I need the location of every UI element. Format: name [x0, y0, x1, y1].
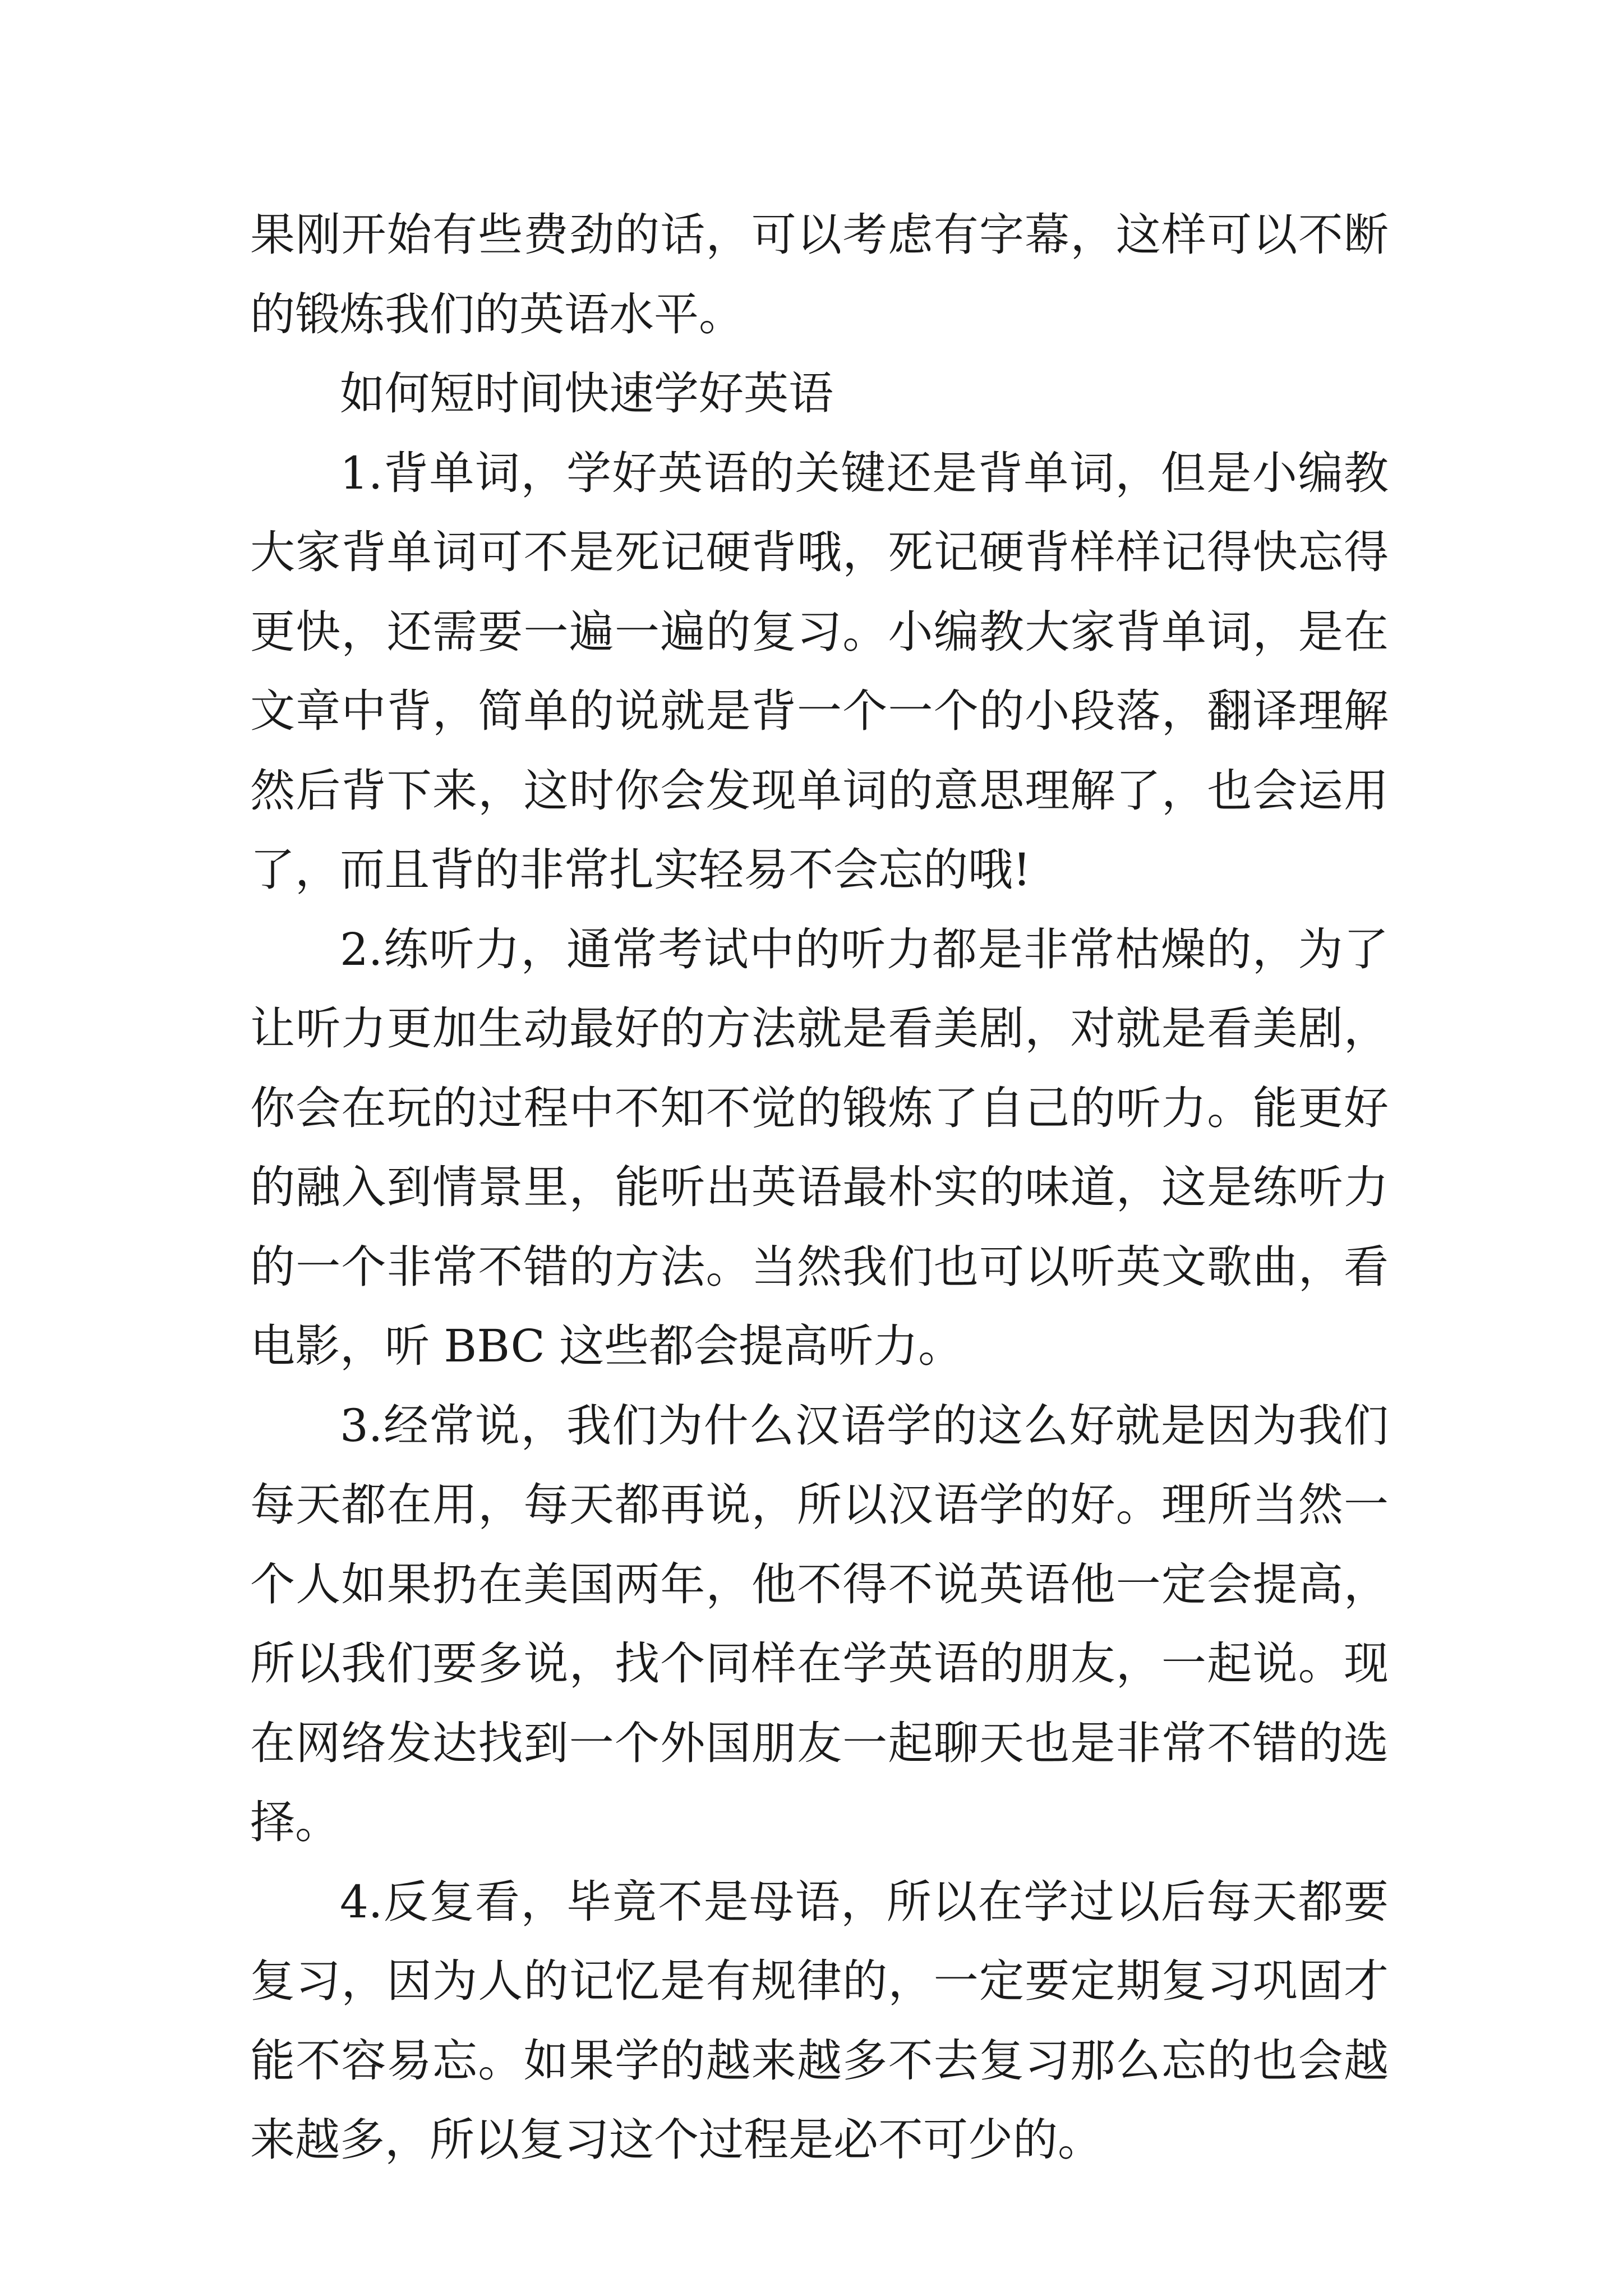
paragraph-review: 4.反复看，毕竟不是母语，所以在学过以后每天都要复习，因为人的记忆是有规律的，一定要定期复习巩固才能不容易忘。如果学的越来越多不去复习那么忘的也会越来越多，所以复习这个过程是必不可少的。 — [250, 1875, 1389, 2166]
paragraph-continuation: 果刚开始有些费劲的话，可以考虑有字幕，这样可以不断的锻炼我们的英语水平。 — [250, 209, 1389, 341]
document-body — [250, 195, 1389, 2180]
paragraph-vocabulary: 1.背单词，学好英语的关键还是背单词，但是小编教大家背单词可不是死记硬背哦，死记硬背样样记得快忘得更快，还需要一遍一遍的复习。小编教大家背单词，是在文章中背，简单的说就是背一个一个的小段落，翻译理解然后背下来，这时你会发现单词的意思理解了，也会运用了，而且背的非常扎实轻易不会忘的哦! — [250, 447, 1389, 896]
paragraph-speaking: 3.经常说，我们为什么汉语学的这么好就是因为我们每天都在用，每天都再说，所以汉语学的好。理所当然一个人如果扔在美国两年，他不得不说英语他一定会提高，所以我们要多说，找个同样在学英语的朋友，一起说。现在网络发达找到一个外国朋友一起聊天也是非常不错的选择。 — [250, 1399, 1389, 1848]
section-heading: 如何短时间快速学好英语 — [340, 367, 833, 420]
paragraph-listening: 2.练听力，通常考试中的听力都是非常枯燥的，为了让听力更加生动最好的方法就是看美剧，对就是看美剧，你会在玩的过程中不知不觉的锻炼了自己的听力。能更好的融入到情景里，能听出英语最朴实的味道，这是练听力的一个非常不错的方法。当然我们也可以听英文歌曲，看电影，听 BBC 这些都会提高听力。 — [250, 923, 1389, 1372]
